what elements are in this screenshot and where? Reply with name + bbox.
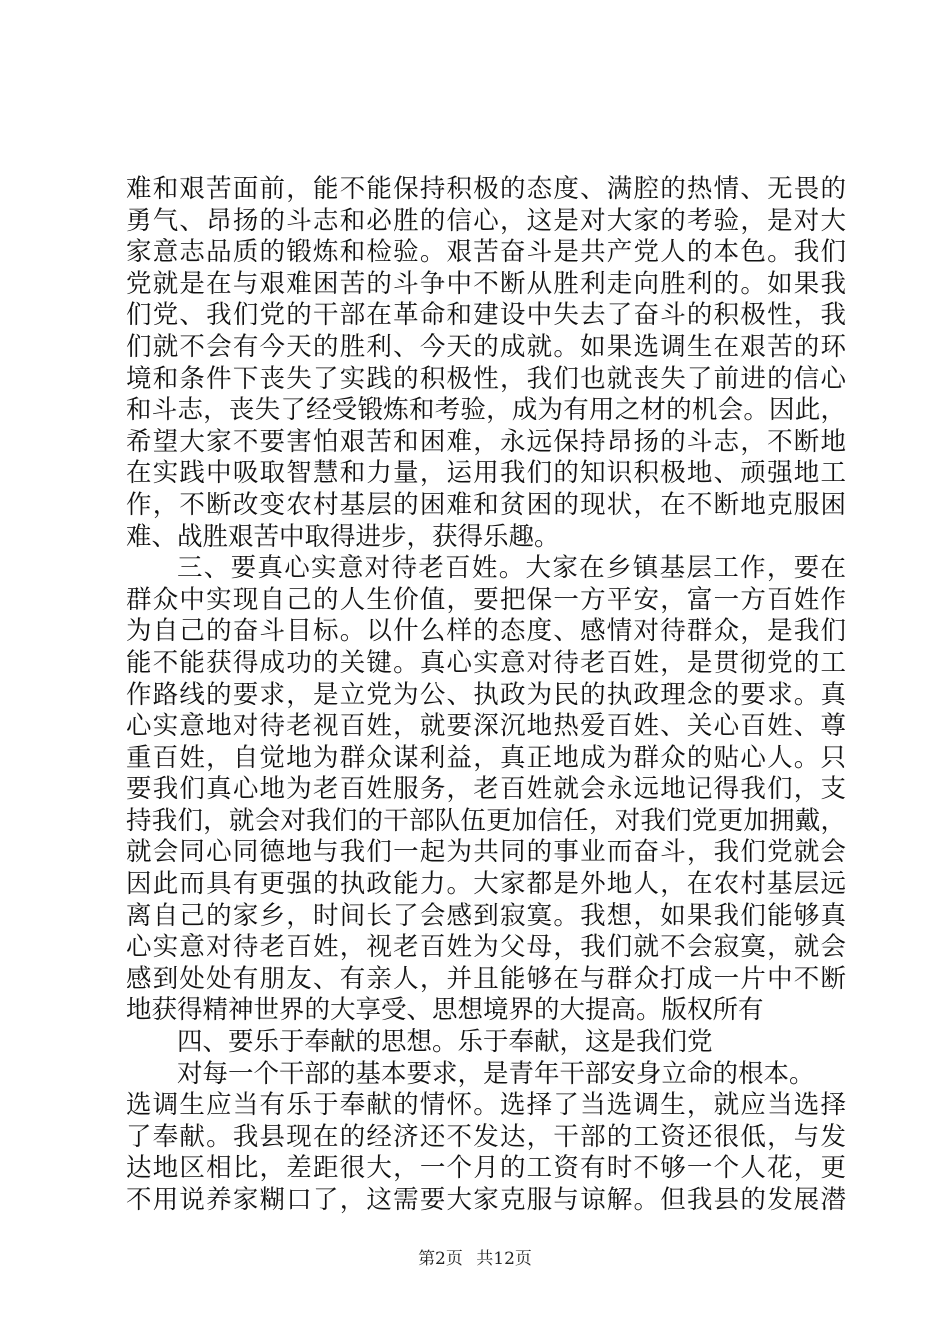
text-line: 感到处处有朋友、有亲人，并且能够在与群众打成一片中不断	[126, 963, 846, 994]
text-line: 家意志品质的锻炼和检验。艰苦奋斗是共产党人的本色。我们	[126, 237, 846, 268]
text-line: 达地区相比，差距很大，一个月的工资有时不够一个人花，更	[126, 1153, 846, 1184]
text-line: 作，不断改变农村基层的困难和贫困的现状，在不断地克服困	[126, 489, 846, 520]
text-line: 党就是在与艰难困苦的斗争中不断从胜利走向胜利的。如果我	[126, 268, 846, 299]
text-line: 离自己的家乡，时间长了会感到寂寞。我想，如果我们能够真	[126, 900, 846, 931]
text-line: 们就不会有今天的胜利、今天的成就。如果选调生在艰苦的环	[126, 331, 846, 362]
text-line: 心实意地对待老视百姓，就要深沉地热爱百姓、关心百姓、尊	[126, 711, 846, 742]
body-text	[126, 174, 846, 1217]
text-line: 群众中实现自己的人生价值，要把保一方平安，富一方百姓作	[126, 584, 846, 615]
text-line: 境和条件下丧失了实践的积极性，我们也就丧失了前进的信心	[126, 363, 846, 394]
text-line: 勇气、昂扬的斗志和必胜的信心，这是对大家的考验，是对大	[126, 205, 846, 236]
text-line: 为自己的奋斗目标。以什么样的态度、感情对待群众，是我们	[126, 616, 846, 647]
text-line: 难、战胜艰苦中取得进步，获得乐趣。	[126, 521, 560, 552]
text-line: 难和艰苦面前，能不能保持积极的态度、满腔的热情、无畏的	[126, 174, 846, 204]
page-footer	[0, 1248, 950, 1270]
paragraph-start-line: 三、要真心实意对待老百姓。大家在乡镇基层工作，要在	[177, 553, 846, 584]
text-line: 希望大家不要害怕艰苦和困难，永远保持昂扬的斗志，不断地	[126, 426, 846, 457]
text-line: 在实践中吸取智慧和力量，运用我们的知识积极地、顽强地工	[126, 458, 846, 489]
page-number: 第2页	[418, 1249, 463, 1269]
text-line: 了奉献。我县现在的经济还不发达，干部的工资还很低，与发	[126, 1121, 846, 1152]
text-line: 因此而具有更强的执政能力。大家都是外地人，在农村基层远	[126, 869, 846, 900]
text-line: 能不能获得成功的关键。真心实意对待老百姓，是贯彻党的工	[126, 647, 846, 678]
text-line: 选调生应当有乐于奉献的情怀。选择了当选调生，就应当选择	[126, 1090, 846, 1121]
paragraph-start-line: 对每一个干部的基本要求，是青年干部安身立命的根本。	[177, 1058, 815, 1089]
text-line: 作路线的要求，是立党为公、执政为民的执政理念的要求。真	[126, 679, 846, 710]
text-line: 就会同心同德地与我们一起为共同的事业而奋斗，我们党就会	[126, 837, 846, 868]
text-line: 和斗志，丧失了经受锻炼和考验，成为有用之材的机会。因此，	[126, 395, 846, 426]
text-line: 们党、我们党的干部在革命和建设中失去了奋斗的积极性，我	[126, 300, 846, 331]
text-line: 重百姓，自觉地为群众谋利益，真正地成为群众的贴心人。只	[126, 742, 846, 773]
text-line: 地获得精神世界的大享受、思想境界的大提高。版权所有	[126, 995, 764, 1026]
text-line: 持我们，就会对我们的干部队伍更加信任，对我们党更加拥戴，	[126, 805, 846, 836]
paragraph-start-line: 四、要乐于奉献的思想。乐于奉献，这是我们党	[177, 1027, 713, 1058]
text-line: 不用说养家糊口了，这需要大家克服与谅解。但我县的发展潜	[126, 1185, 846, 1215]
text-line: 心实意对待老百姓，视老百姓为父母，我们就不会寂寞，就会	[126, 932, 846, 963]
text-line: 要我们真心地为老百姓服务，老百姓就会永远地记得我们，支	[126, 774, 846, 805]
total-pages: 共12页	[476, 1249, 532, 1269]
